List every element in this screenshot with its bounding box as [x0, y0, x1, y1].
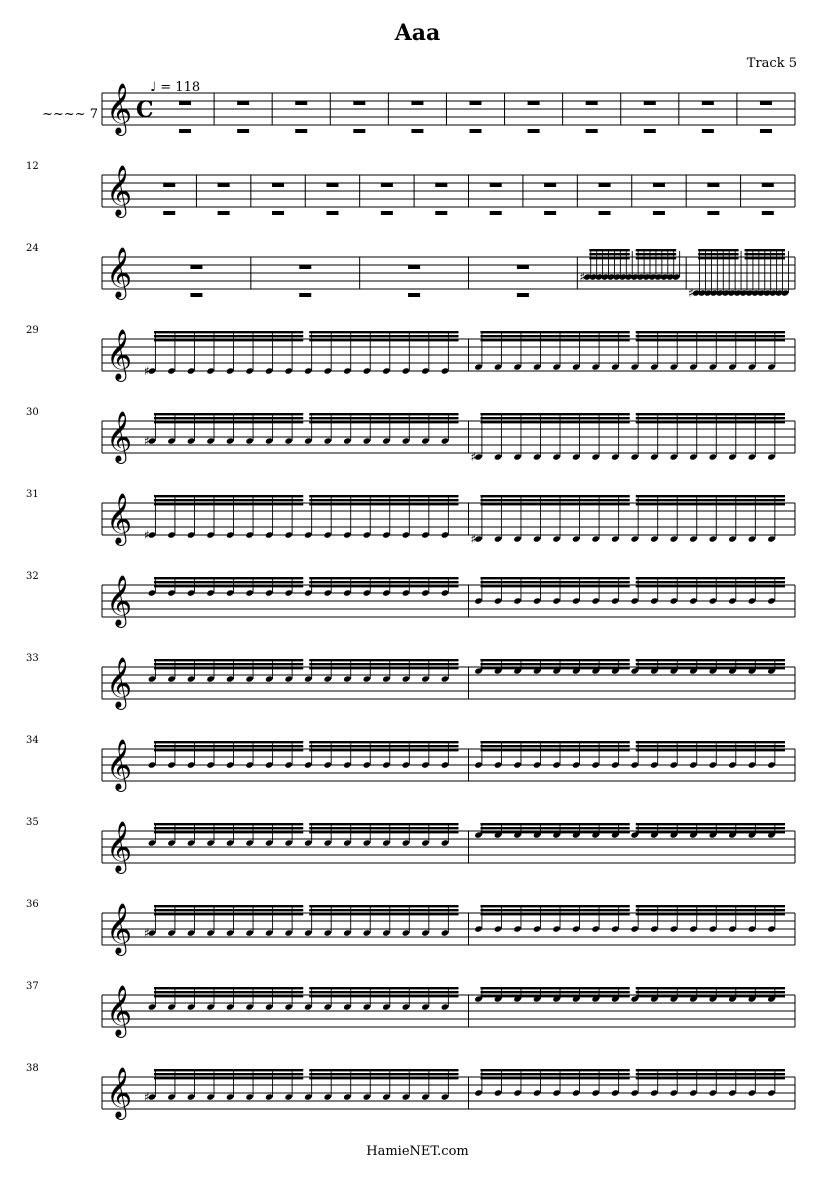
beam: [481, 577, 630, 579]
beam: [481, 659, 630, 661]
beam: [698, 257, 738, 259]
whole-rest: [190, 265, 202, 269]
beam: [154, 741, 303, 743]
beam: [309, 1073, 458, 1075]
beam: [636, 987, 785, 989]
whole-rest: [544, 211, 556, 215]
beam: [154, 499, 303, 501]
whole-rest: [528, 129, 540, 133]
treble-clef-icon: 𝄞: [106, 411, 133, 462]
whole-rest: [179, 129, 191, 133]
beam: [154, 1077, 303, 1079]
beam: [481, 913, 630, 915]
whole-rest: [653, 211, 665, 215]
beam: [636, 421, 785, 423]
beam: [481, 1073, 630, 1075]
whole-rest: [653, 183, 665, 187]
beam: [309, 413, 458, 415]
beam: [309, 495, 458, 497]
beam: [154, 749, 303, 751]
beam: [636, 827, 785, 829]
treble-clef-icon: 𝄞: [106, 165, 133, 216]
whole-rest: [762, 183, 774, 187]
sharp-accidental: ♯: [470, 450, 477, 464]
beam: [636, 905, 785, 907]
beam: [636, 577, 785, 579]
beam: [309, 823, 458, 825]
beam: [636, 1069, 785, 1071]
beam: [154, 335, 303, 337]
beam: [481, 495, 630, 497]
beam: [309, 1077, 458, 1079]
beam: [481, 741, 630, 743]
beam: [481, 585, 630, 587]
beam: [154, 495, 303, 497]
measure-number: 29: [26, 325, 39, 336]
whole-rest: [295, 101, 307, 105]
beam: [154, 413, 303, 415]
beam: [309, 503, 458, 505]
beam: [309, 577, 458, 579]
beam: [309, 331, 458, 333]
beam: [309, 995, 458, 997]
whole-rest: [237, 101, 249, 105]
whole-rest: [411, 101, 423, 105]
beam: [481, 663, 630, 665]
time-signature: C: [136, 97, 154, 123]
measure-number: 37: [26, 981, 39, 992]
whole-rest: [408, 265, 420, 269]
beam: [481, 667, 630, 669]
beam: [636, 913, 785, 915]
treble-clef-icon: 𝄞: [106, 657, 133, 708]
beam: [636, 417, 785, 419]
treble-clef-icon: 𝄞: [106, 575, 133, 626]
beam: [481, 1069, 630, 1071]
beam: [154, 1073, 303, 1075]
beam: [481, 909, 630, 911]
beam: [154, 905, 303, 907]
beam: [309, 913, 458, 915]
whole-rest: [381, 183, 393, 187]
beam: [636, 253, 676, 255]
measure-number: 30: [26, 407, 39, 418]
beam: [636, 663, 785, 665]
beam: [154, 417, 303, 419]
beam: [154, 585, 303, 587]
beam: [154, 909, 303, 911]
beam: [481, 749, 630, 751]
beam: [481, 905, 630, 907]
beam: [309, 905, 458, 907]
beam: [636, 1073, 785, 1075]
sharp-accidental: ♯: [144, 926, 150, 940]
beam: [636, 257, 676, 259]
beam: [636, 995, 785, 997]
beam: [636, 249, 676, 251]
beam: [154, 581, 303, 583]
beam: [309, 909, 458, 911]
beam: [154, 987, 303, 989]
beam: [154, 745, 303, 747]
whole-rest: [295, 129, 307, 133]
beam: [636, 659, 785, 661]
whole-rest: [707, 183, 719, 187]
beam: [636, 741, 785, 743]
whole-rest: [762, 211, 774, 215]
measure-number: 36: [26, 899, 39, 910]
beam: [154, 659, 303, 661]
beam: [309, 339, 458, 341]
beam: [636, 749, 785, 751]
beam: [745, 257, 785, 259]
whole-rest: [326, 211, 338, 215]
whole-rest: [470, 101, 482, 105]
quarter-note-icon: ♩: [150, 80, 157, 95]
beam: [309, 991, 458, 993]
beam: [154, 823, 303, 825]
treble-clef-icon: 𝄞: [106, 1067, 133, 1118]
beam: [481, 823, 630, 825]
beam: [589, 249, 629, 251]
beam: [481, 503, 630, 505]
whole-rest: [702, 101, 714, 105]
beam: [636, 335, 785, 337]
whole-rest: [517, 293, 529, 297]
beam: [309, 581, 458, 583]
beam: [745, 249, 785, 251]
whole-rest: [544, 183, 556, 187]
beam: [309, 667, 458, 669]
sharp-accidental: ♯: [144, 528, 150, 542]
whole-rest: [760, 101, 772, 105]
beam: [309, 749, 458, 751]
whole-rest: [528, 101, 540, 105]
whole-rest: [299, 293, 311, 297]
beam: [589, 253, 629, 255]
beam: [481, 421, 630, 423]
beam: [481, 417, 630, 419]
beam: [481, 499, 630, 501]
treble-clef-icon: 𝄞: [106, 329, 133, 380]
beam: [481, 995, 630, 997]
measure-number: 33: [26, 653, 39, 664]
sharp-accidental: ♯: [144, 434, 150, 448]
beam: [309, 585, 458, 587]
beam: [636, 909, 785, 911]
beam: [309, 499, 458, 501]
measure-number: 38: [26, 1063, 39, 1074]
whole-rest: [237, 129, 249, 133]
whole-rest: [490, 211, 502, 215]
whole-rest: [599, 211, 611, 215]
whole-rest: [470, 129, 482, 133]
beam: [154, 663, 303, 665]
beam: [481, 987, 630, 989]
treble-clef-icon: 𝄞: [106, 247, 133, 298]
measure-number: 31: [26, 489, 39, 500]
beam: [636, 499, 785, 501]
whole-rest: [299, 265, 311, 269]
measure-number: 12: [26, 161, 39, 172]
beam: [481, 413, 630, 415]
whole-rest: [353, 129, 365, 133]
beam: [154, 913, 303, 915]
whole-rest: [707, 211, 719, 215]
beam: [481, 581, 630, 583]
sharp-accidental: ♯: [579, 270, 586, 284]
beam: [481, 1077, 630, 1079]
beam: [636, 331, 785, 333]
beam: [745, 253, 785, 255]
beam: [309, 745, 458, 747]
beam: [481, 831, 630, 833]
beam: [154, 995, 303, 997]
treble-clef-icon: 𝄞: [106, 83, 133, 134]
measure-number: 32: [26, 571, 39, 582]
beam: [309, 831, 458, 833]
whole-rest: [326, 183, 338, 187]
beam: [636, 991, 785, 993]
beam: [636, 585, 785, 587]
beam: [309, 421, 458, 423]
beam: [154, 667, 303, 669]
whole-rest: [272, 183, 284, 187]
beam: [154, 577, 303, 579]
beam: [636, 745, 785, 747]
instrument-name: ~~~~ 7: [42, 107, 98, 122]
beam: [154, 831, 303, 833]
beam: [309, 417, 458, 419]
whole-rest: [163, 211, 175, 215]
beam: [154, 331, 303, 333]
beam: [154, 1069, 303, 1071]
measure-number: 24: [26, 243, 39, 254]
beam: [698, 249, 738, 251]
whole-rest: [644, 101, 656, 105]
beam: [636, 495, 785, 497]
whole-rest: [411, 129, 423, 133]
beam: [154, 827, 303, 829]
beam: [481, 745, 630, 747]
whole-rest: [586, 101, 598, 105]
beam: [309, 987, 458, 989]
sharp-accidental: ♯: [144, 1090, 150, 1104]
beam: [589, 257, 629, 259]
beam: [154, 503, 303, 505]
whole-rest: [599, 183, 611, 187]
whole-rest: [218, 211, 230, 215]
whole-rest: [163, 183, 175, 187]
measure-number: 35: [26, 817, 39, 828]
beam: [636, 831, 785, 833]
beam: [481, 331, 630, 333]
whole-rest: [218, 183, 230, 187]
sharp-accidental: ♯: [144, 364, 150, 378]
treble-clef-icon: 𝄞: [106, 739, 133, 790]
treble-clef-icon: 𝄞: [106, 821, 133, 872]
beam: [154, 339, 303, 341]
whole-rest: [190, 293, 202, 297]
whole-rest: [760, 129, 772, 133]
tempo-value: = 118: [160, 80, 201, 95]
whole-rest: [272, 211, 284, 215]
sharp-accidental: ♯: [470, 532, 477, 546]
whole-rest: [353, 101, 365, 105]
beam: [481, 339, 630, 341]
beam: [309, 1069, 458, 1071]
whole-rest: [435, 211, 447, 215]
beam: [309, 827, 458, 829]
track-label: Track 5: [746, 56, 797, 71]
beam: [481, 827, 630, 829]
measure-number: 34: [26, 735, 39, 746]
beam: [309, 335, 458, 337]
treble-clef-icon: 𝄞: [106, 493, 133, 544]
beam: [481, 991, 630, 993]
treble-clef-icon: 𝄞: [106, 985, 133, 1036]
beam: [636, 1077, 785, 1079]
whole-rest: [490, 183, 502, 187]
beam: [698, 253, 738, 255]
whole-rest: [408, 293, 420, 297]
sharp-accidental: ♯: [688, 286, 694, 300]
whole-rest: [435, 183, 447, 187]
whole-rest: [644, 129, 656, 133]
footer-credit: HamieNET.com: [366, 1144, 469, 1159]
beam: [154, 421, 303, 423]
whole-rest: [179, 101, 191, 105]
beam: [636, 823, 785, 825]
beam: [309, 659, 458, 661]
whole-rest: [586, 129, 598, 133]
treble-clef-icon: 𝄞: [106, 903, 133, 954]
whole-rest: [381, 211, 393, 215]
beam: [481, 335, 630, 337]
beam: [309, 663, 458, 665]
beam: [636, 667, 785, 669]
beam: [309, 741, 458, 743]
beam: [636, 413, 785, 415]
beam: [636, 581, 785, 583]
beam: [154, 991, 303, 993]
whole-rest: [517, 265, 529, 269]
beam: [636, 503, 785, 505]
beam: [636, 339, 785, 341]
whole-rest: [702, 129, 714, 133]
score-title: Aaa: [394, 20, 441, 46]
